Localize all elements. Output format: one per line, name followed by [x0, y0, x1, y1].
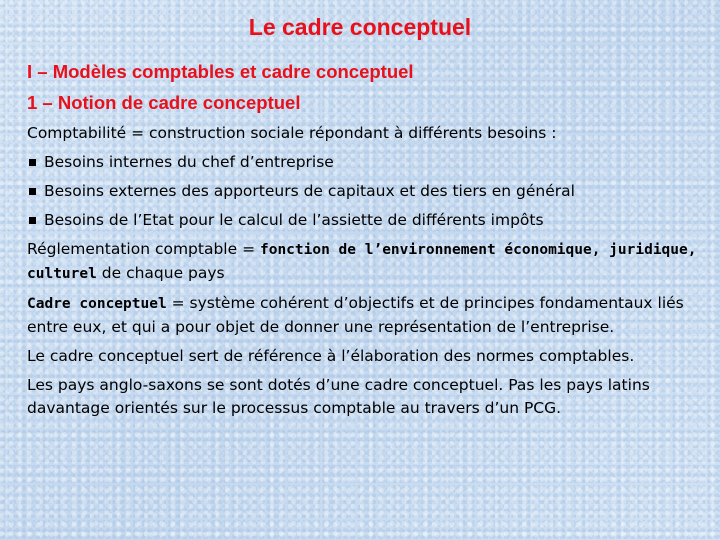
bullet-text: Besoins externes des apporteurs de capitaux et des tiers en général	[44, 182, 575, 200]
reglementation-prefix: Réglementation comptable =	[27, 240, 260, 258]
cadre-term: Cadre conceptuel	[27, 296, 167, 312]
cadre-rest: = système cohérent d’objectifs et de principes fondamentaux liés entre eux, et qui a pour objet de donner une représentation de l’entreprise.	[27, 294, 684, 336]
section-heading: I – Modèles comptables et cadre conceptuel	[27, 61, 414, 82]
slide-title: Le cadre conceptuel	[248, 14, 472, 40]
reglementation-text	[27, 238, 697, 286]
square-bullet-icon	[29, 188, 36, 195]
bullet-text: Besoins internes du chef d’entreprise	[44, 153, 334, 171]
slide-content	[27, 60, 697, 426]
reglementation-suffix: de chaque pays	[96, 264, 225, 282]
subsection-heading: 1 – Notion de cadre conceptuel	[27, 92, 301, 113]
bullet-item	[27, 209, 697, 232]
intro-text: Comptabilité = construction sociale répondant à différents besoins :	[27, 124, 557, 142]
bullet-item	[27, 151, 697, 174]
bullet-item	[27, 180, 697, 203]
square-bullet-icon	[29, 159, 36, 166]
reglementation-bold: fonction de l’environnement économique, juridique, culturel	[27, 242, 697, 282]
reference-text: Le cadre conceptuel sert de référence à l’élaboration des normes comptables.	[27, 347, 635, 365]
square-bullet-icon	[29, 217, 36, 224]
bullet-text: Besoins de l’Etat pour le calcul de l’assiette de différents impôts	[44, 211, 544, 229]
pays-text: Les pays anglo-saxons se sont dotés d’une cadre conceptuel. Pas les pays latins davantage orientés sur le processus comptable au travers d’un PCG.	[27, 376, 650, 417]
cadre-definition	[27, 292, 697, 339]
